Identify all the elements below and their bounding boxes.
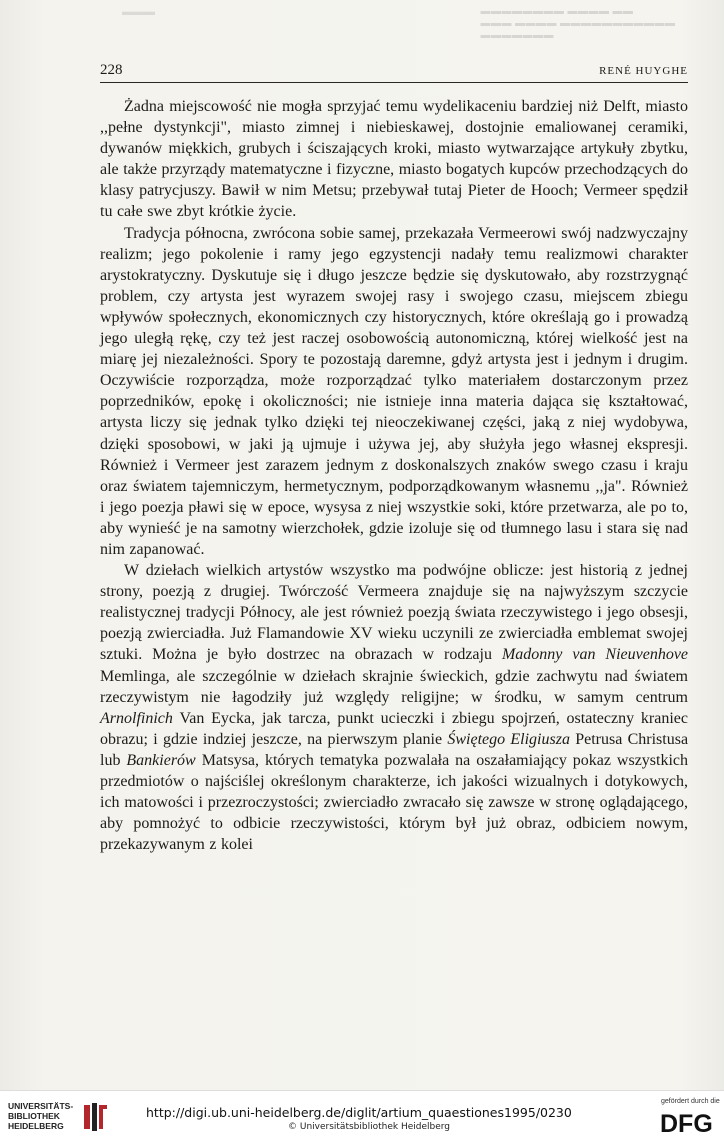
library-logo[interactable]: [8, 1101, 108, 1135]
title-saint-eligius: Świętego Eligiusza: [447, 730, 570, 748]
viewer-footer: [0, 1090, 724, 1143]
running-head: [100, 62, 688, 82]
title-madonna-van-nieuvenhove: Madonny van Nieuvenhove: [501, 646, 689, 664]
sponsor-note: gefördert durch die: [661, 1098, 720, 1105]
copyright-notice: © Universitätsbibliothek Heidelberg: [288, 1122, 451, 1132]
library-name: UNIVERSITÄTS- BIBLIOTHEK HEIDELBERG: [8, 1101, 74, 1131]
paragraph-3: [100, 560, 688, 855]
dfg-logo[interactable]: [660, 1108, 718, 1136]
p3-text-d: Petrusa Christusa lub: [100, 730, 689, 769]
show-through-text: ▬▬ ▬▬▬▬ ▬▬▬▬▬▬▬▬ ▬▬▬▬▬▬▬▬▬▬▬ ▬▬▬▬ ▬▬▬ ▬▬▬▬▬▬▬: [480, 6, 675, 41]
p3-text-c: Van Eycka, jak tarcza, punkt ucieczki i zbiegu spojrzeń, ostateczny kraniec obrazu; i gdzie indziej jeszcze, na pierwszym planie: [100, 709, 688, 748]
p3-text-e: Matsysa, których tematyka pozwalała na oszałamiający pokaz wszystkich przedmiotów o najściślej określonym charakterze, ich jakości wizualnych i dotykowych, ich matowości i przezroczystości; zwierciadło zwracało się zawsze w stronę oglądającego, aby pomnożyć to odbicie rzeczywistości, którym był już obraz, odbiciem nowym, przekazywanym z kolei: [100, 751, 689, 854]
body-text: [100, 96, 688, 855]
permalink-url[interactable]: http://digi.ub.uni-heidelberg.de/diglit/artium_quaestiones1995/0230: [146, 1105, 572, 1120]
library-emblem-icon: [82, 1101, 108, 1133]
paragraph-1: Żadna miejscowość nie mogła sprzyjać temu wydelikaceniu bardziej niż Delft, miasto ,,pełne dystynkcji", miasto zimnej i niebieskawej, dostojnie emaliowanej ceramiki, dywanów miękkich, grubych i ściszających kroki, miasto wytwarzające artykuły zbytku, ale także przyrządy matematyczne i fizyczne, miasto bogatych kupców przechodzących do klasy patrycjuszy. Bawił w nim Metsu; przebywał tutaj Pieter de Hooch; Vermeer spędził tu całe swe zbyt krótkie życie.: [100, 98, 688, 221]
page-number: 228: [100, 62, 123, 78]
p3-text-b: Memlinga, ale szczególnie w dziełach skrajnie świeckich, gdzie zachwytu nad światem rzeczywistym nie łagodziły już względy religijne; w środku, w samym centrum: [100, 667, 688, 706]
paragraph-2: Tradycja północna, zwrócona sobie samej, przekazała Vermeerowi swój nadzwyczajny realizm; jego pokolenie i ramy jego egzystencji nadały temu realizmowi charakter arystokratyczny. Dyskutuje się i długo jeszcze będzie się dyskutowało, aby rozstrzygnąć problem, czy artysta jest wyrazem swojej rasy i swojego czasu, miejscem zbiegu wpływów społecznych, ekonomicznych czy historycznych, które określają go i prowadzą jego uległą rękę, czy też jest raczej osobowością autonomiczną, której wielkość jest na miarę jej niezależności. Spory te pozostają daremne, gdyż artysta jest i jednym i drugim. Oczywiście rozporządza, może rozporządzać tylko materiałem dostarczonym przez poprzedników, epokę i okoliczności; nie istnieje inna materia dająca się kształtować, artysta liczy się jednak tylko dzięki tej nieoczekiwanej części, jaką z niej wydobywa, dzięki sposobowi, w jaki ją ujmuje i używa jej, aby służyła jego własnej ekspresji. Również i Vermeer jest zarazem jednym z doskonalszych znaków swego czasu i kraju oraz światem tajemniczym, hermetycznym, podporządkowanym własnemu ,,ja". Również i jego poezja pławi się w epoce, wysysa z niej wszystkie soki, które przetwarza, ale po to, aby wynieść je na samotny wierzchołek, gdzie izoluje się od tłumnego lasu i stara się nad nim zapanować.: [100, 224, 688, 558]
p3-text-a: W dziełach wielkich artystów wszystko ma podwójne oblicze: jest historią z jednej strony, poezją z drugiej. Twórczość Vermeera znajduje się na najwyższym szczycie realistycznej tradycji Północy, ale jest również poezją świata rzeczywistego i jego obsesji, poezją zwierciadła. Już Flamandowie XV wieku uczynili ze zwierciadła emblemat swojej sztuki. Można je było dostrzec na obrazach w rodzaju: [100, 562, 688, 664]
dfg-logo-text: DFG: [660, 1110, 713, 1136]
title-arnolfini: Arnolfinich: [100, 709, 173, 727]
header-rule: [100, 82, 688, 83]
show-through-number: ▬▬▬: [122, 6, 155, 18]
title-bankers: Bankierów: [126, 751, 196, 769]
running-title: RENÉ HUYGHE: [599, 65, 688, 77]
